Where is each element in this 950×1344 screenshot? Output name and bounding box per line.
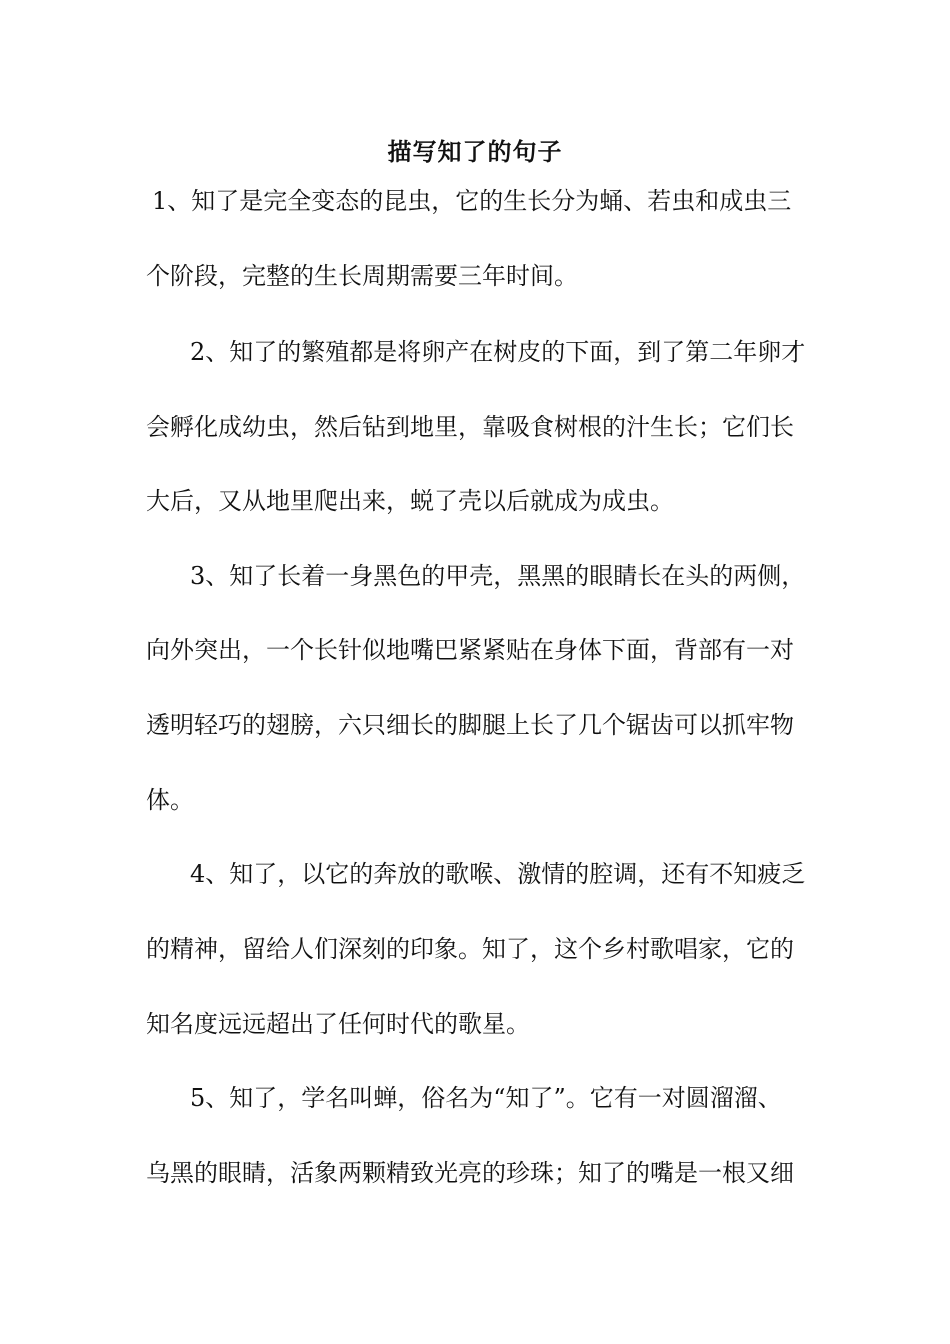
paragraph-line: 透明轻巧的翅膀，六只细长的脚腿上长了几个锯齿可以抓牢物 [146,711,794,739]
paragraph-line: 知名度远远超出了任何时代的歌星。 [146,1010,530,1038]
paragraph-line: 乌黑的眼睛，活象两颗精致光亮的珍珠；知了的嘴是一根又细 [146,1159,794,1187]
paragraph-line: 大后，又从地里爬出来，蜕了壳以后就成为成虫。 [146,487,674,515]
paragraph-line: 的精神，留给人们深刻的印象。知了，这个乡村歌唱家，它的 [146,935,794,963]
paragraph-line: 5、知了，学名叫蝉，俗名为“知了”。它有一对圆溜溜、 [190,1084,782,1112]
paragraph-line: 体。 [146,786,194,814]
paragraph-line: 1、知了是完全变态的昆虫，它的生长分为蛹、若虫和成虫三 [152,187,792,215]
paragraph-line: 3、知了长着一身黑色的甲壳，黑黑的眼睛长在头的两侧， [190,562,806,590]
paragraph-line: 会孵化成幼虫，然后钻到地里，靠吸食树根的汁生长；它们长 [146,413,794,441]
paragraph-line: 2、知了的繁殖都是将卵产在树皮的下面，到了第二年卵才 [190,338,806,366]
paragraph-line: 个阶段，完整的生长周期需要三年时间。 [146,262,578,290]
paragraph-line: 4、知了，以它的奔放的歌喉、激情的腔调，还有不知疲乏 [190,860,806,888]
paragraph-line: 向外突出，一个长针似地嘴巴紧紧贴在身体下面，背部有一对 [146,636,794,664]
document-title: 描写知了的句子 [387,138,563,166]
